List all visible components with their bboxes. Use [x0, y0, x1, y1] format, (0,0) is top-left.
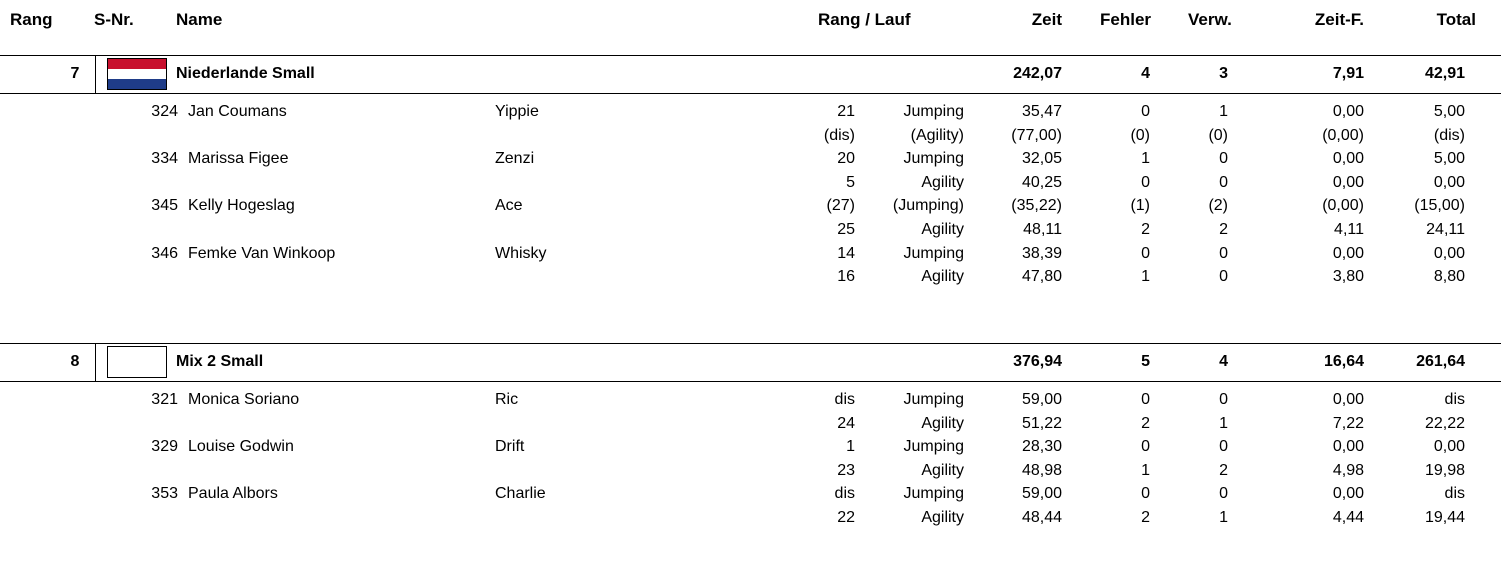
cell-zeit: 38,39: [1021, 244, 1062, 262]
cell-total: dis: [1444, 391, 1465, 408]
cell-lauf: Agility: [921, 461, 964, 479]
cell-lauf: Jumping: [903, 103, 964, 120]
cell-lauf: Agility: [921, 268, 964, 286]
cell-lauf: Agility: [921, 414, 964, 432]
cell-fehler: 0: [1141, 485, 1150, 503]
cell-dog: Zenzi: [495, 150, 535, 168]
cell-rang: 20: [837, 150, 855, 168]
cell-zeitf: 0,00: [1332, 150, 1364, 168]
cell-rang: (27): [826, 197, 855, 215]
cell-verw: 0: [1219, 244, 1228, 262]
table-row: [0, 481, 1501, 505]
cell-total: 5,00: [1433, 103, 1465, 120]
cell-dog: Yippie: [495, 103, 539, 120]
cell-zeit: 28,30: [1021, 438, 1062, 456]
table-row: [0, 217, 1501, 241]
team-zeit: 242,07: [1013, 65, 1062, 82]
table-row: [0, 170, 1501, 194]
cell-fehler: 1: [1141, 268, 1150, 286]
cell-lauf: Jumping: [903, 485, 964, 503]
cell-zeitf: 7,22: [1332, 414, 1364, 432]
cell-rang: 16: [837, 268, 855, 286]
cell-snr: 346: [151, 244, 178, 262]
cell-zeitf: 0,00: [1332, 103, 1364, 120]
cell-zeit: 35,47: [1021, 103, 1062, 120]
cell-fehler: 2: [1141, 414, 1150, 432]
cell-rang: 1: [846, 438, 855, 456]
cell-fehler: 0: [1141, 391, 1150, 408]
cell-total: 0,00: [1433, 173, 1465, 191]
cell-rang: (dis): [823, 126, 855, 144]
cell-fehler: 0: [1141, 173, 1150, 191]
cell-verw: 0: [1219, 485, 1228, 503]
cell-zeit: 48,98: [1021, 461, 1062, 479]
team-zeit: 376,94: [1013, 353, 1062, 370]
header-zeit-f: Zeit-F.: [1314, 10, 1364, 29]
cell-zeitf: 0,00: [1332, 438, 1364, 456]
header-zeit: Zeit: [1031, 10, 1062, 29]
cell-total: 24,11: [1426, 221, 1465, 238]
table-row: [0, 123, 1501, 147]
cell-fehler: (0): [1130, 126, 1150, 144]
cell-rang: 25: [837, 221, 855, 238]
team-verw: 3: [1219, 65, 1228, 82]
cell-total: (dis): [1433, 126, 1465, 144]
cell-lauf: (Jumping): [892, 197, 964, 215]
cell-fehler: 2: [1141, 509, 1150, 526]
cell-lauf: Jumping: [903, 150, 964, 168]
cell-zeitf: 0,00: [1332, 244, 1364, 262]
cell-verw: 1: [1219, 103, 1228, 120]
cell-fehler: (1): [1130, 197, 1150, 215]
cell-dog: Whisky: [495, 244, 547, 262]
table-row: [0, 505, 1501, 529]
team-row: [0, 55, 1501, 93]
cell-snr: 329: [151, 438, 178, 456]
team-divider: [0, 93, 1501, 94]
table-row: [0, 411, 1501, 435]
cell-zeitf: 4,11: [1334, 221, 1364, 238]
team-verw: 4: [1219, 353, 1228, 370]
table-row: [0, 241, 1501, 265]
cell-total: 0,00: [1433, 244, 1465, 262]
cell-zeitf: 4,98: [1332, 461, 1364, 479]
cell-total: 8,80: [1433, 268, 1465, 286]
team-total: 42,91: [1424, 65, 1465, 82]
cell-verw: 0: [1219, 391, 1228, 408]
cell-dog: Drift: [495, 438, 525, 456]
cell-rang: 14: [837, 244, 855, 262]
cell-verw: 1: [1219, 509, 1228, 526]
table-row: [0, 146, 1501, 170]
cell-zeitf: (0,00): [1322, 197, 1364, 215]
team-zeit-f: 7,91: [1332, 65, 1364, 82]
cell-lauf: Agility: [921, 221, 964, 238]
cell-total: 19,44: [1424, 509, 1465, 526]
header-rang-lauf: Rang / Lauf: [818, 10, 911, 29]
flag-netherlands-icon: [107, 58, 167, 90]
cell-name: Louise Godwin: [188, 438, 294, 456]
cell-rang: 23: [837, 461, 855, 479]
table-row: [0, 99, 1501, 123]
cell-verw: 0: [1219, 438, 1228, 456]
cell-total: 5,00: [1433, 150, 1465, 168]
cell-fehler: 0: [1141, 438, 1150, 456]
cell-fehler: 1: [1141, 461, 1150, 479]
cell-lauf: Jumping: [903, 438, 964, 456]
cell-name: Paula Albors: [188, 485, 278, 503]
flag-blank-icon: [107, 346, 167, 378]
cell-lauf: Jumping: [903, 244, 964, 262]
table-row: [0, 193, 1501, 217]
cell-lauf: Agility: [921, 173, 964, 191]
cell-zeit: 32,05: [1021, 150, 1062, 168]
cell-verw: 2: [1219, 461, 1228, 479]
cell-verw: 0: [1219, 150, 1228, 168]
team-cell-border: [95, 55, 96, 94]
cell-rang: 5: [846, 173, 855, 191]
team-total: 261,64: [1416, 353, 1465, 370]
cell-rang: 22: [837, 509, 855, 526]
cell-zeit: (35,22): [1011, 197, 1062, 215]
cell-snr: 324: [151, 103, 178, 120]
cell-total: (15,00): [1414, 197, 1465, 215]
cell-verw: (2): [1208, 197, 1228, 215]
cell-total: 0,00: [1433, 438, 1465, 456]
cell-rang: 21: [837, 103, 855, 120]
cell-zeit: (77,00): [1011, 126, 1062, 144]
cell-zeit: 40,25: [1021, 173, 1062, 191]
cell-zeit: 48,11: [1023, 221, 1062, 238]
cell-verw: 0: [1219, 173, 1228, 191]
team-rang: 8: [70, 353, 80, 370]
cell-snr: 353: [151, 485, 178, 503]
header-fehler: Fehler: [1100, 10, 1152, 29]
cell-rang: dis: [834, 485, 855, 503]
header-name: Name: [176, 10, 223, 29]
table-row: [0, 264, 1501, 288]
team-fehler: 5: [1141, 353, 1150, 370]
team-name: Niederlande Small: [176, 65, 315, 82]
cell-snr: 334: [151, 150, 178, 168]
team-name: Mix 2 Small: [176, 353, 264, 370]
cell-fehler: 0: [1141, 103, 1150, 120]
team-cell-border: [95, 343, 96, 382]
team-rang: 7: [70, 65, 80, 82]
cell-dog: Ric: [495, 391, 519, 408]
team-row: [0, 343, 1501, 381]
cell-name: Jan Coumans: [188, 103, 287, 120]
cell-total: 19,98: [1424, 461, 1465, 479]
cell-name: Marissa Figee: [188, 150, 289, 168]
cell-zeitf: 4,44: [1332, 509, 1364, 526]
cell-zeit: 59,00: [1021, 485, 1062, 503]
cell-rang: dis: [834, 391, 855, 408]
cell-rang: 24: [837, 414, 855, 432]
cell-verw: 2: [1219, 221, 1228, 238]
cell-verw: 1: [1219, 414, 1228, 432]
team-zeit-f: 16,64: [1323, 353, 1364, 370]
cell-zeit: 59,00: [1021, 391, 1062, 408]
cell-lauf: Jumping: [903, 391, 964, 408]
cell-total: dis: [1444, 485, 1465, 503]
cell-total: 22,22: [1424, 414, 1465, 432]
header-rang: Rang: [10, 10, 53, 29]
cell-verw: (0): [1208, 126, 1228, 144]
cell-snr: 321: [151, 391, 178, 408]
cell-dog: Charlie: [495, 485, 546, 503]
cell-zeitf: 0,00: [1332, 485, 1364, 503]
table-row: [0, 387, 1501, 411]
cell-name: Monica Soriano: [188, 391, 300, 408]
cell-fehler: 1: [1141, 150, 1150, 168]
cell-zeitf: (0,00): [1322, 126, 1364, 144]
team-fehler: 4: [1141, 65, 1150, 82]
table-header: [0, 0, 1501, 40]
cell-lauf: Agility: [921, 509, 964, 526]
cell-lauf: (Agility): [910, 126, 964, 144]
cell-zeitf: 0,00: [1332, 173, 1364, 191]
cell-zeit: 51,22: [1021, 414, 1062, 432]
cell-zeit: 48,44: [1021, 509, 1062, 526]
cell-fehler: 0: [1141, 244, 1150, 262]
cell-dog: Ace: [495, 197, 523, 215]
cell-zeit: 47,80: [1021, 268, 1062, 286]
table-row: [0, 434, 1501, 458]
header-snr: S-Nr.: [94, 10, 134, 29]
cell-zeitf: 0,00: [1332, 391, 1364, 408]
header-total: Total: [1436, 10, 1476, 29]
cell-verw: 0: [1219, 268, 1228, 286]
cell-name: Femke Van Winkoop: [188, 244, 336, 262]
cell-snr: 345: [151, 197, 178, 215]
cell-name: Kelly Hogeslag: [188, 197, 295, 215]
team-divider: [0, 381, 1501, 382]
cell-zeitf: 3,80: [1332, 268, 1364, 286]
cell-fehler: 2: [1141, 221, 1150, 238]
table-row: [0, 458, 1501, 482]
header-verw: Verw.: [1188, 10, 1232, 29]
